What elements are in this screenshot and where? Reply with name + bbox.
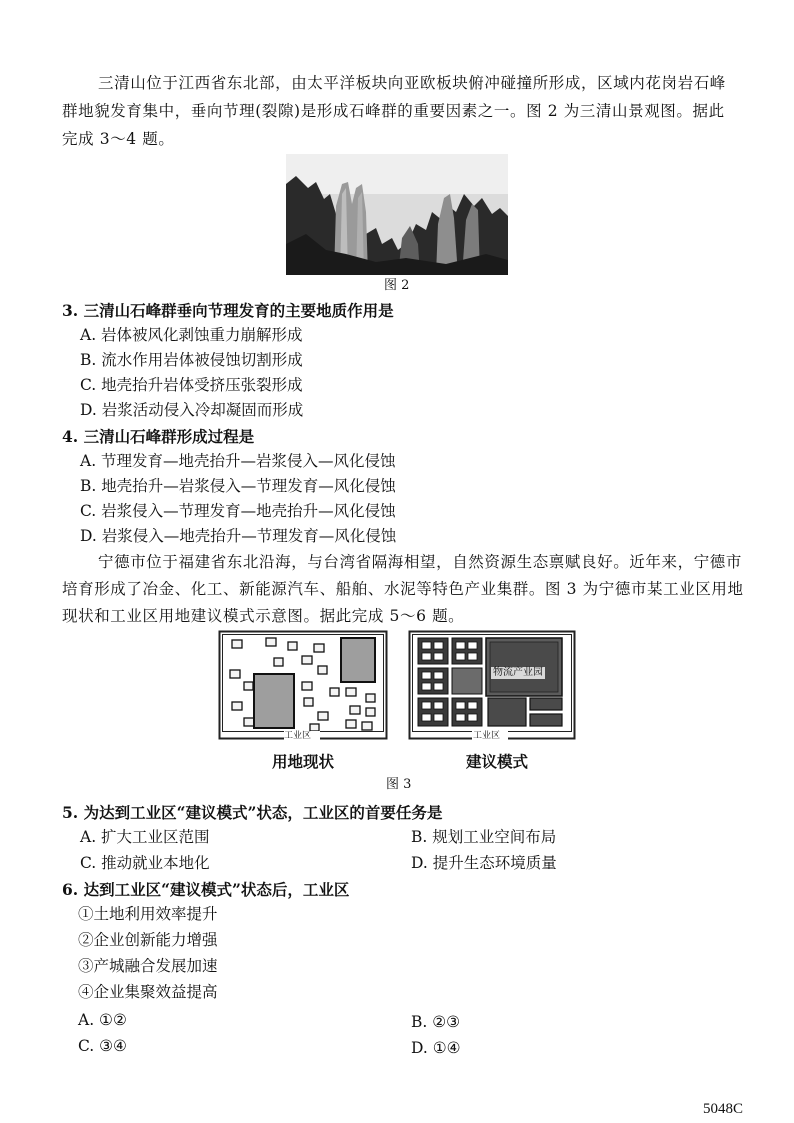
q4-option-b: B. 地壳抬升—岩浆侵入—节理发育—风化侵蚀 (80, 477, 396, 495)
figure3-caption: 图 3 (386, 777, 412, 792)
q3-stem: 3. 三清山石峰群垂向节理发育的主要地质作用是 (62, 301, 394, 320)
sanqingshan-landscape-photo (286, 154, 508, 275)
q4-stem: 4. 三清山石峰群形成过程是 (62, 427, 255, 446)
q6-option-c: C. ③④ (78, 1037, 127, 1055)
recommended-mode-diagram (408, 630, 576, 740)
q6-item-2: ②企业创新能力增强 (78, 931, 218, 949)
page-code: 5048C (703, 1101, 744, 1117)
q6-item-1: ①土地利用效率提升 (78, 905, 218, 923)
current-land-use-zone-label: 工业区 (284, 731, 312, 741)
q6-option-d: D. ①④ (411, 1039, 461, 1057)
q3-option-b: B. 流水作用岩体被侵蚀切割形成 (80, 351, 303, 369)
passage2-line3: 现状和工业区用地建议模式示意图。据此完成 5～6 题。 (62, 607, 465, 625)
q6-stem: 6. 达到工业区“建议模式”状态后，工业区 (62, 880, 350, 899)
current-land-use-caption: 用地现状 (272, 752, 335, 771)
figure2-caption: 图 2 (384, 278, 410, 293)
passage2-line1: 宁德市位于福建省东北沿海，与台湾省隔海相望，自然资源生态禀赋良好。近年来，宁德市 (98, 553, 743, 571)
q3-option-c: C. 地壳抬升岩体受挤压张裂形成 (80, 376, 303, 394)
current-land-use-diagram (218, 630, 388, 740)
q6-option-b: B. ②③ (411, 1013, 461, 1031)
q5-option-d: D. 提升生态环境质量 (411, 854, 557, 872)
q5-stem: 5. 为达到工业区“建议模式”状态，工业区的首要任务是 (62, 803, 443, 822)
recommended-mode-zone-label: 工业区 (473, 731, 501, 741)
q6-item-3: ③产城融合发展加速 (78, 957, 218, 975)
passage1-line3: 完成 3～4 题。 (62, 130, 175, 148)
q4-option-a: A. 节理发育—地壳抬升—岩浆侵入—风化侵蚀 (80, 452, 396, 470)
passage2-line2: 培育形成了冶金、化工、新能源汽车、船舶、水泥等特色产业集群。图 3 为宁德市某工业区用地 (62, 580, 744, 598)
q3-option-a: A. 岩体被风化剥蚀重力崩解形成 (80, 326, 303, 344)
logistics-park-label: 物流产业园 (493, 667, 543, 678)
q5-option-c: C. 推动就业本地化 (80, 854, 210, 872)
passage1-line1: 三清山位于江西省东北部，由太平洋板块向亚欧板块俯冲碰撞所形成，区域内花岗岩石峰 (98, 74, 726, 92)
q5-option-b: B. 规划工业空间布局 (411, 828, 557, 846)
passage1-line2: 群地貌发育集中，垂向节理(裂隙)是形成石峰群的重要因素之一。图 2 为三清山景观图。据此 (62, 102, 725, 120)
q4-option-c: C. 岩浆侵入—节理发育—地壳抬升—风化侵蚀 (80, 502, 396, 520)
q4-option-d: D. 岩浆侵入—地壳抬升—节理发育—风化侵蚀 (80, 527, 397, 545)
recommended-mode-caption: 建议模式 (466, 752, 529, 771)
q5-option-a: A. 扩大工业区范围 (80, 828, 210, 846)
q6-item-4: ④企业集聚效益提高 (78, 983, 218, 1001)
q6-option-a: A. ①② (78, 1011, 127, 1029)
q3-option-d: D. 岩浆活动侵入冷却凝固而形成 (80, 401, 304, 419)
